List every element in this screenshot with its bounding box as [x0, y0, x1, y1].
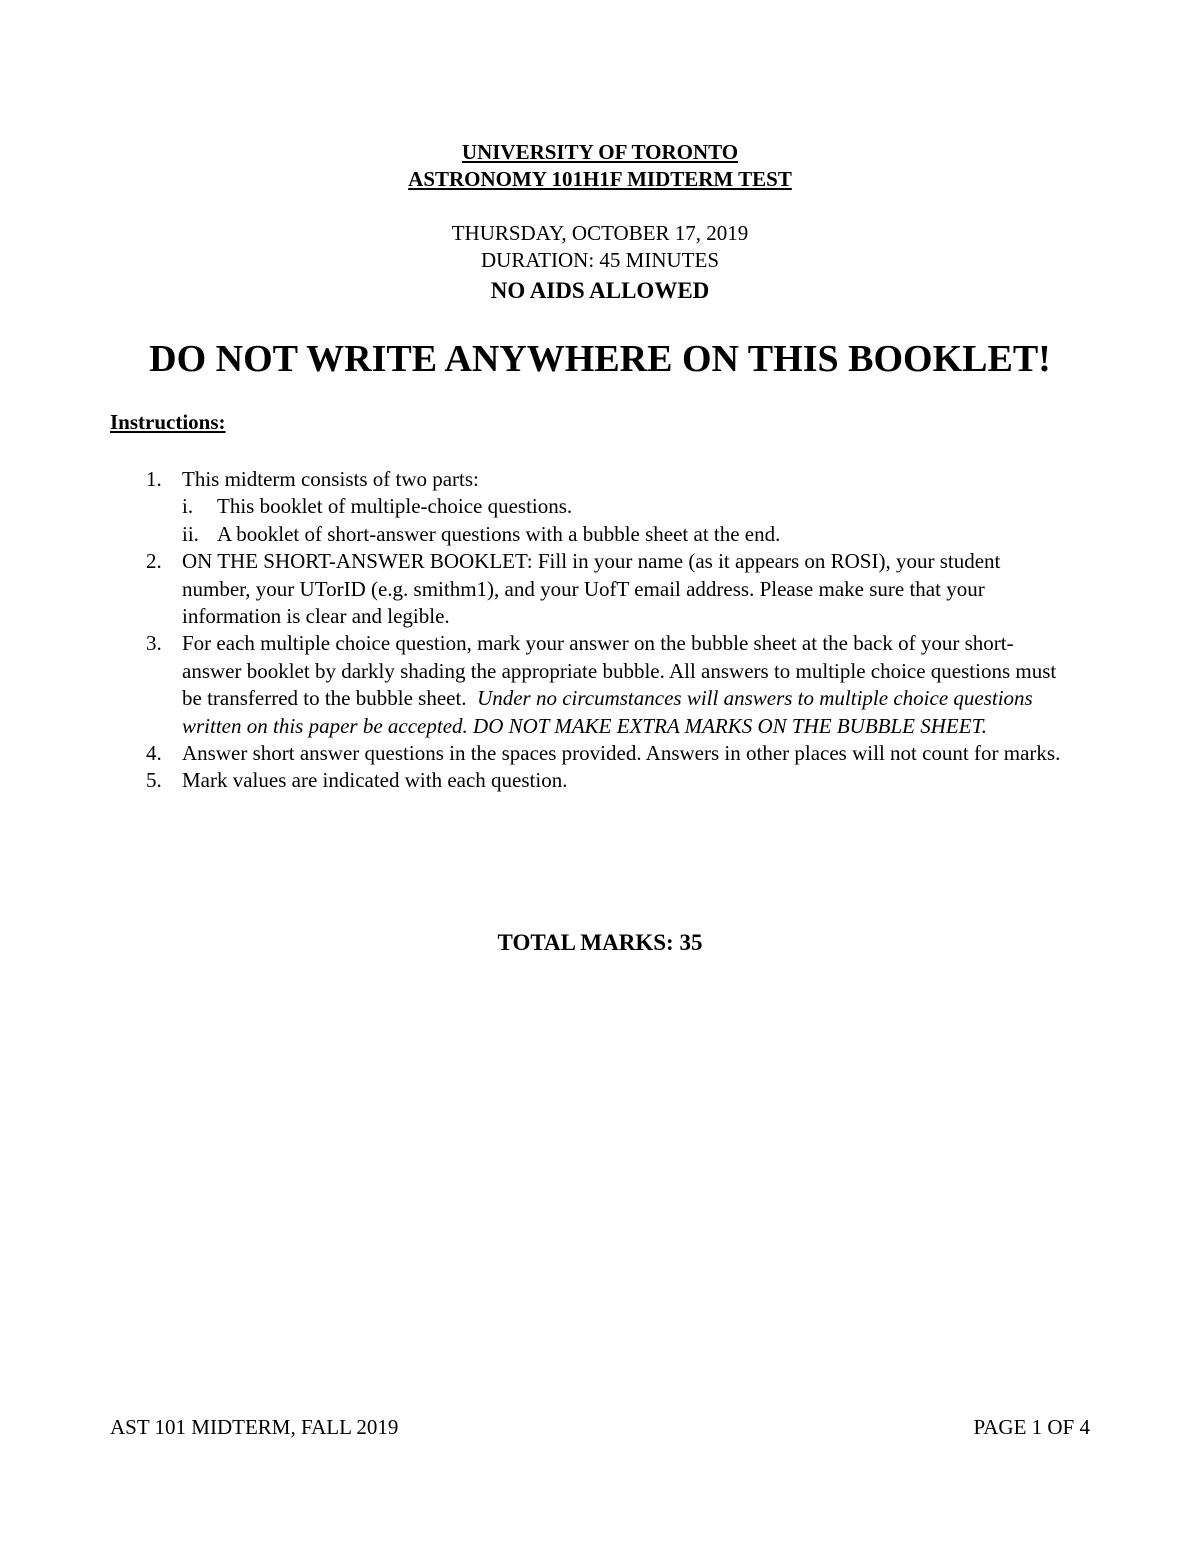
instruction-item-4 [0, 740, 1200, 767]
footer-course-label: AST 101 MIDTERM, FALL 2019 [110, 1415, 399, 1439]
footer-page-number: PAGE 1 OF 4 [973, 1415, 1090, 1439]
course-test-title: ASTRONOMY 101H1F MIDTERM TEST [408, 167, 792, 191]
instruction-text: This midterm consists of two parts: [182, 467, 479, 491]
instruction-number: 2. [146, 549, 162, 574]
do-not-write-warning: DO NOT WRITE ANYWHERE ON THIS BOOKLET! [149, 338, 1051, 380]
instructions-heading: Instructions: [110, 410, 226, 434]
subitem-number: ii. [182, 521, 199, 546]
instruction-item-5 [0, 767, 1200, 794]
instruction-number: 5. [146, 768, 162, 793]
university-name: UNIVERSITY OF TORONTO [461, 140, 739, 164]
instruction-subitem-i [0, 493, 1200, 520]
instruction-italic-text: Under no circumstances will answers to multiple choice questions written on this paper be accepted. DO NOT MAKE EXTRA MARKS ON THE BUBBLE SHEET. [182, 686, 1033, 738]
instructions-list [0, 466, 1200, 795]
instruction-number: 3. [146, 631, 162, 656]
instruction-number: 1. [146, 467, 162, 491]
instruction-number: 4. [146, 741, 162, 766]
header-date-block [0, 220, 1200, 274]
exam-duration: DURATION: 45 MINUTES [481, 248, 719, 272]
instruction-item-2 [0, 548, 1200, 630]
instruction-subitem-ii [0, 521, 1200, 548]
instruction-item-3 [0, 630, 1200, 740]
header-title-block [0, 139, 1200, 193]
instruction-text: ON THE SHORT-ANSWER BOOKLET: Fill in your name (as it appears on ROSI), your student number, your UTorID (e.g. smithm1), and your UofT email address. Please make sure that your information is clear and legible. [182, 549, 1001, 629]
instruction-item-1 [0, 466, 1200, 493]
subitem-number: i. [182, 494, 194, 519]
no-aids-notice: NO AIDS ALLOWED [490, 278, 710, 303]
subitem-text: A booklet of short-answer questions with a bubble sheet at the end. [217, 521, 781, 546]
instruction-text: Mark values are indicated with each question. [182, 768, 568, 793]
instruction-text: For each multiple choice question, mark your answer on the bubble sheet at the back of your short-answer booklet by darkly shading the appropriate bubble. All answers to multiple choice questions must be transferred to the bubble sheet. [182, 631, 1057, 711]
exam-date: THURSDAY, OCTOBER 17, 2019 [451, 221, 749, 245]
instruction-text-block [182, 630, 1072, 740]
subitem-text: This booklet of multiple-choice questions. [217, 494, 573, 519]
instruction-text: Answer short answer questions in the spaces provided. Answers in other places will not count for marks. [182, 741, 1061, 766]
total-marks: TOTAL MARKS: 35 [497, 930, 703, 955]
